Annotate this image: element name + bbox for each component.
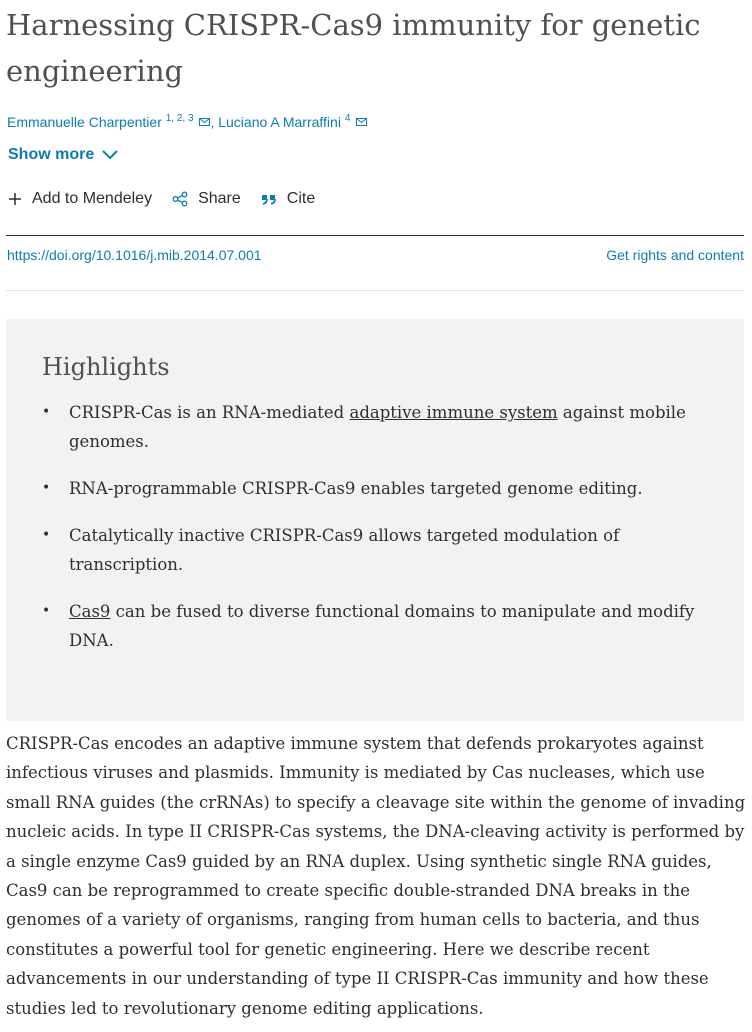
cite-label: Cite — [286, 190, 316, 207]
add-to-mendeley-label: Add to Mendeley — [32, 190, 153, 207]
highlight-text: CRISPR-Cas is an RNA-mediated — [69, 403, 350, 422]
highlight-text: can be fused to diverse functional domains to manipulate and modify DNA. — [69, 602, 695, 650]
chevron-down-icon — [102, 150, 118, 160]
mail-icon[interactable] — [356, 118, 367, 126]
highlight-item — [42, 474, 702, 503]
author-link[interactable]: Luciano A Marraffini — [218, 114, 341, 130]
highlight-text: Catalytically inactive CRISPR-Cas9 allows targeted modulation of transcription. — [69, 526, 620, 574]
share-label: Share — [198, 190, 241, 207]
cite-button[interactable] — [261, 190, 315, 208]
show-more-button[interactable] — [8, 146, 118, 164]
highlights-section — [6, 319, 744, 721]
add-to-mendeley-button[interactable] — [8, 190, 152, 208]
divider — [6, 235, 744, 236]
abstract-text: CRISPR-Cas encodes an adaptive immune system that defends prokaryotes against infectious viruses and plasmids. Immunity is mediated by Cas nucleases, which use small RNA guides (the crRNAs) to specify a cleavage site within the genome of invading nucleic acids. In type II CRISPR-Cas systems, the DNA-cleaving activity is performed by a single enzyme Cas9 guided by an RNA duplex. Using synthetic single RNA guides, Cas9 can be reprogrammed to create specific double-stranded DNA breaks in the genomes of a variety of organisms, ranging from human cells to bacteria, and thus constitutes a powerful tool for genetic engineering. Here we describe recent advancements in our understanding of type II CRISPR-Cas immunity and how these studies led to revolutionary genome editing applications. — [6, 734, 746, 1018]
highlight-item — [42, 521, 702, 579]
share-icon — [172, 191, 188, 207]
share-button[interactable] — [172, 190, 241, 208]
highlight-term-link[interactable]: adaptive immune system — [349, 403, 558, 422]
author-affiliation-refs[interactable]: 1, 2, 3 — [165, 113, 194, 124]
author-separator: , — [210, 114, 215, 130]
highlight-text: RNA-programmable CRISPR-Cas9 enables targeted genome editing. — [69, 479, 643, 498]
mail-icon[interactable] — [199, 118, 210, 126]
author-link[interactable]: Emmanuelle Charpentier — [7, 114, 162, 130]
highlight-item — [42, 398, 702, 456]
highlights-heading: Highlights — [42, 353, 170, 381]
article-actions — [8, 190, 335, 208]
doi-link[interactable]: https://doi.org/10.1016/j.mib.2014.07.001 — [7, 247, 262, 263]
author-affiliation-refs[interactable]: 4 — [344, 113, 351, 124]
highlight-text: against mobile genomes. — [69, 403, 686, 451]
plus-icon — [8, 192, 22, 206]
quote-icon — [261, 192, 277, 206]
highlight-term-link[interactable]: Cas9 — [69, 602, 111, 621]
divider — [6, 290, 744, 291]
show-more-label: Show more — [8, 146, 95, 163]
article-title: Harnessing CRISPR-Cas9 immunity for genetic engineering — [6, 8, 701, 88]
highlight-item — [42, 597, 702, 655]
highlights-list — [42, 398, 702, 673]
rights-link[interactable]: Get rights and content — [606, 247, 744, 263]
author-list — [7, 108, 367, 133]
